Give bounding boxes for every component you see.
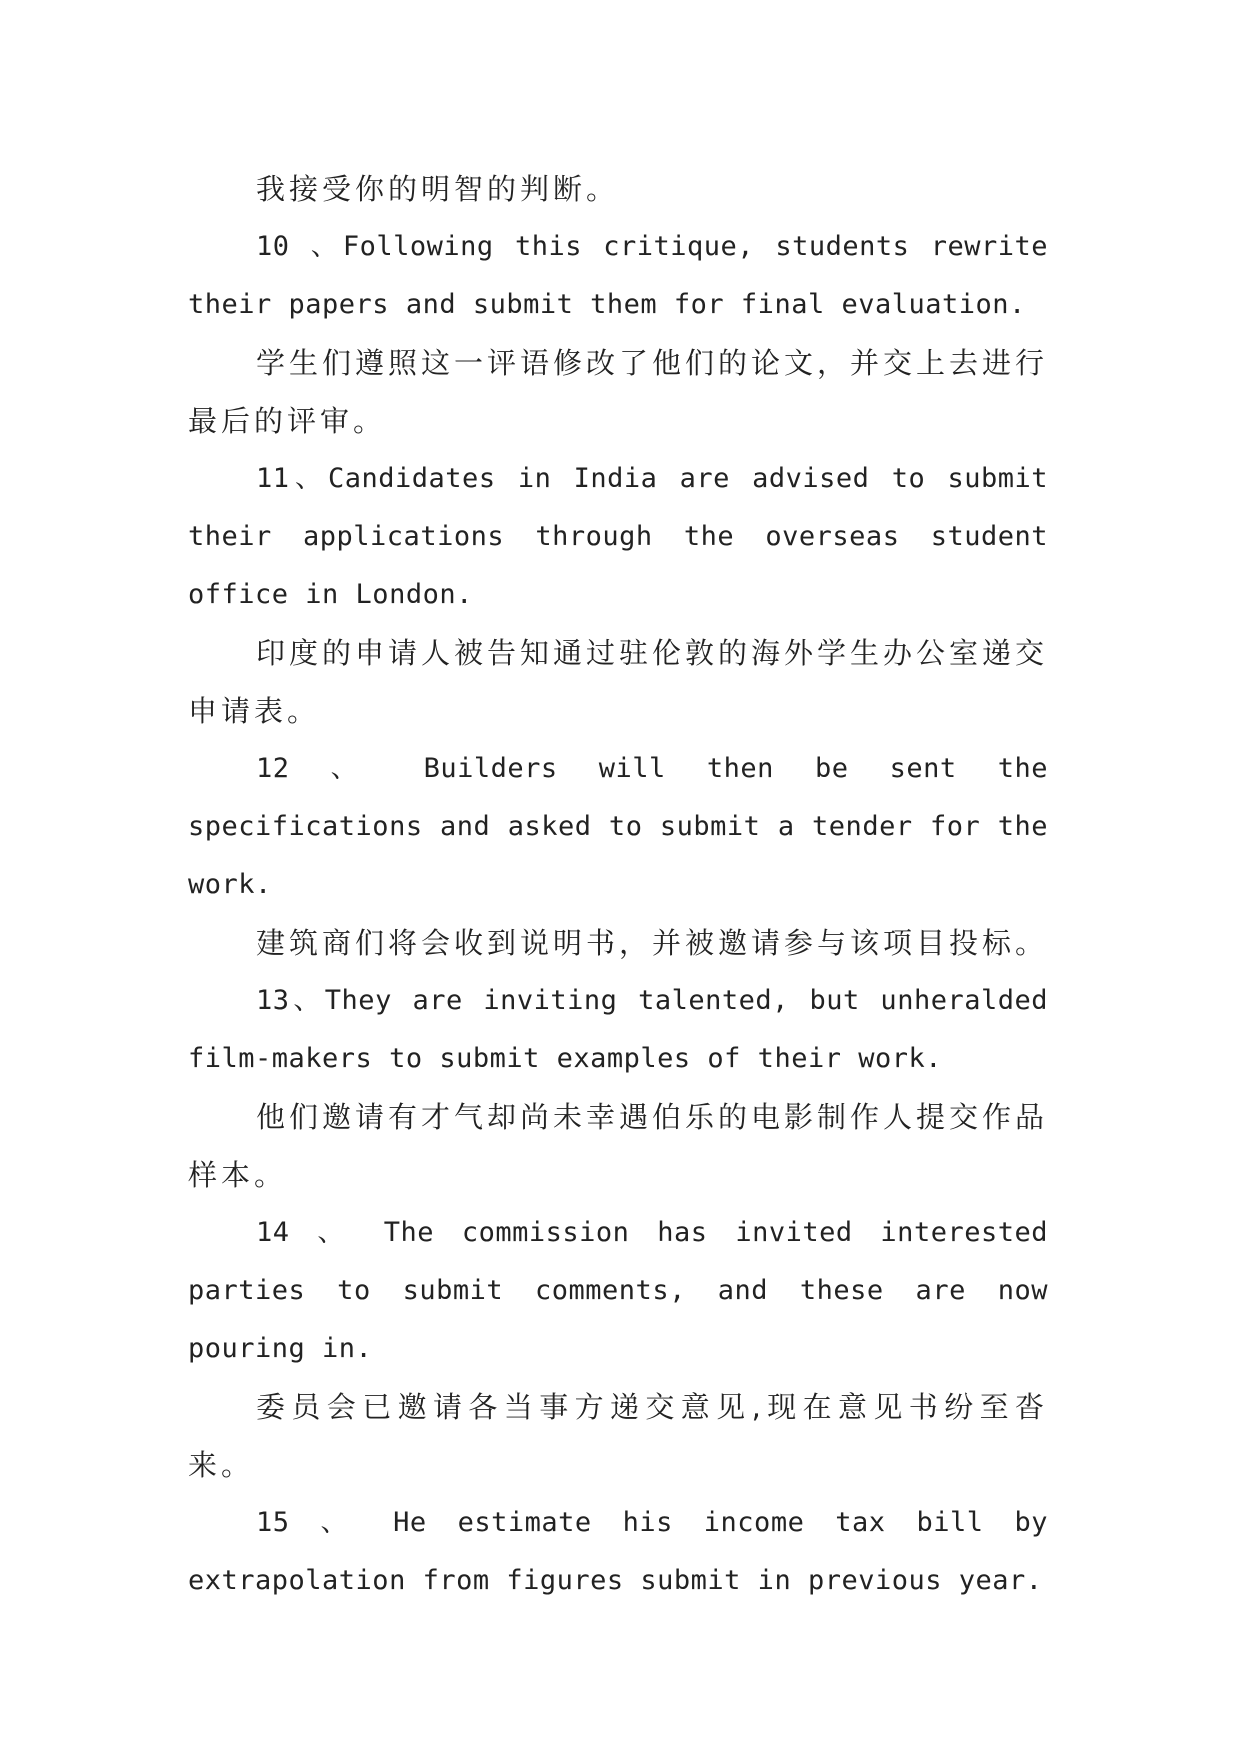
- paragraph-example-12: 12 、 Builders will then be sent the specifications and asked to submit a tender for the work.: [188, 753, 1048, 900]
- paragraph-translation: 他们邀请有才气却尚未幸遇伯乐的电影制作人提交作品样本。: [188, 1100, 1049, 1192]
- paragraph-example-15: 15 、 He estimate his income tax bill by extrapolation from figures submit in previous year.: [188, 1507, 1048, 1596]
- paragraph-example-14: 14 、 The commission has invited interested parties to submit comments, and these are now pouring in.: [188, 1217, 1048, 1364]
- paragraph-translation: 学生们遵照这一评语修改了他们的论文，并交上去进行最后的评审。: [188, 346, 1049, 438]
- paragraph-translation: 建筑商们将会收到说明书，并被邀请参与该项目投标。: [256, 926, 1049, 960]
- paragraph-translation: 委员会已邀请各当事方递交意见,现在意见书纷至沓来。: [188, 1390, 1048, 1482]
- paragraph-example-11: 11、Candidates in India are advised to submit their applications through the overseas student office in London.: [188, 463, 1048, 610]
- paragraph-example-10: 10 、Following this critique, students rewrite their papers and submit them for final evaluation.: [188, 231, 1048, 320]
- paragraph-translation: 我接受你的明智的判断。: [256, 172, 620, 206]
- paragraph-translation: 印度的申请人被告知通过驻伦敦的海外学生办公室递交申请表。: [188, 636, 1049, 728]
- document-body: [188, 160, 1048, 1610]
- paragraph-example-13: 13、They are inviting talented, but unheralded film-makers to submit examples of their work.: [188, 985, 1048, 1074]
